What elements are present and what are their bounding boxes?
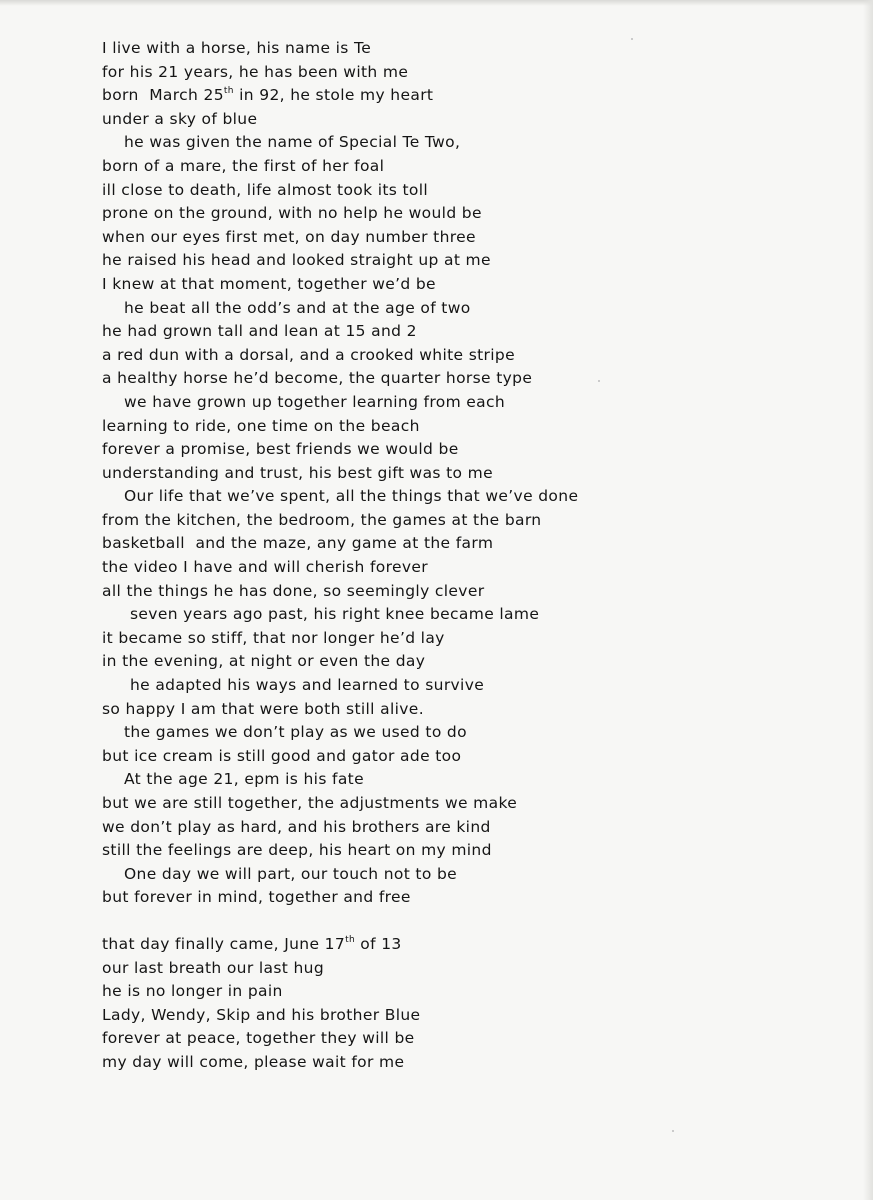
poem-line: he raised his head and looked straight up at me [102, 251, 491, 270]
poem-line: from the kitchen, the bedroom, the games at the barn [102, 510, 542, 529]
poem-line: Lady, Wendy, Skip and his brother Blue [102, 1005, 421, 1024]
scan-edge-right [863, 0, 873, 1200]
poem-line-text: in 92, he stole my heart [233, 86, 434, 105]
poem-line: he was given the name of Special Te Two, [124, 133, 461, 152]
poem-line: when our eyes first met, on day number three [102, 227, 476, 246]
poem-line-text: of 13 [355, 934, 402, 953]
poem-line: the video I have and will cherish forever [102, 558, 429, 577]
poem-line: for his 21 years, he has been with me [102, 62, 409, 81]
ordinal-suffix: th [345, 934, 355, 945]
poem-line: under a sky of blue [102, 109, 258, 128]
poem-line: he beat all the odd’s and at the age of two [124, 298, 471, 317]
poem-line: forever a promise, best friends we would be [102, 440, 459, 459]
poem-line: I live with a horse, his name is Te [102, 39, 372, 57]
poem-line: Our life that we’ve spent, all the things that we’ve done [124, 487, 579, 506]
poem-line: One day we will part, our touch not to be [124, 864, 458, 883]
poem-line: learning to ride, one time on the beach [102, 416, 420, 435]
poem-line: still the feelings are deep, his heart on my mind [102, 841, 492, 860]
poem-line-text: that day finally came, June 17 [102, 934, 346, 953]
poem-line: in the evening, at night or even the day [102, 652, 426, 671]
poem-line: prone on the ground, with no help he would be [102, 204, 482, 223]
poem-line: he had grown tall and lean at 15 and 2 [102, 322, 417, 341]
poem-line: the games we don’t play as we used to do [124, 723, 467, 742]
poem-line: a healthy horse he’d become, the quarter horse type [102, 369, 533, 388]
poem-line-text: born March 25 [102, 86, 224, 105]
poem-line: forever at peace, together they will be [102, 1029, 415, 1048]
poem-line: born of a mare, the first of her foal [102, 156, 385, 175]
poem-line: our last breath our last hug [102, 958, 325, 977]
scan-edge-top [0, 0, 873, 6]
poem-line: At the age 21, epm is his fate [124, 770, 364, 789]
poem-line: ill close to death, life almost took its toll [102, 180, 429, 199]
poem-line: all the things he has done, so seemingly clever [102, 581, 485, 600]
poem-line: but forever in mind, together and free [102, 888, 411, 907]
poem-line: seven years ago past, his right knee became lame [130, 605, 540, 624]
poem-line [102, 84, 822, 108]
poem-line [102, 933, 822, 957]
poem-line: my day will come, please wait for me [102, 1052, 405, 1071]
poem-line: but we are still together, the adjustments we make [102, 794, 518, 812]
poem-line: basketball and the maze, any game at the farm [102, 534, 494, 553]
poem-line: we don’t play as hard, and his brothers are kind [102, 817, 491, 836]
poem-line: a red dun with a dorsal, and a crooked white stripe [102, 345, 516, 364]
scan-speck [672, 1130, 674, 1132]
poem-line: it became so stiff, that nor longer he’d lay [102, 628, 445, 647]
poem-line: I knew at that moment, together we’d be [102, 274, 436, 293]
ordinal-suffix: th [223, 86, 234, 97]
poem-line: he is no longer in pain [102, 982, 283, 1001]
poem-line: so happy I am that were both still alive. [102, 699, 424, 718]
poem-line: understanding and trust, his best gift was to me [102, 463, 493, 482]
poem [102, 37, 822, 1075]
poem-line: he adapted his ways and learned to survive [130, 676, 485, 695]
poem-line: but ice cream is still good and gator ade too [102, 746, 462, 765]
poem-line: we have grown up together learning from each [124, 392, 506, 411]
stanza-gap [102, 910, 822, 933]
